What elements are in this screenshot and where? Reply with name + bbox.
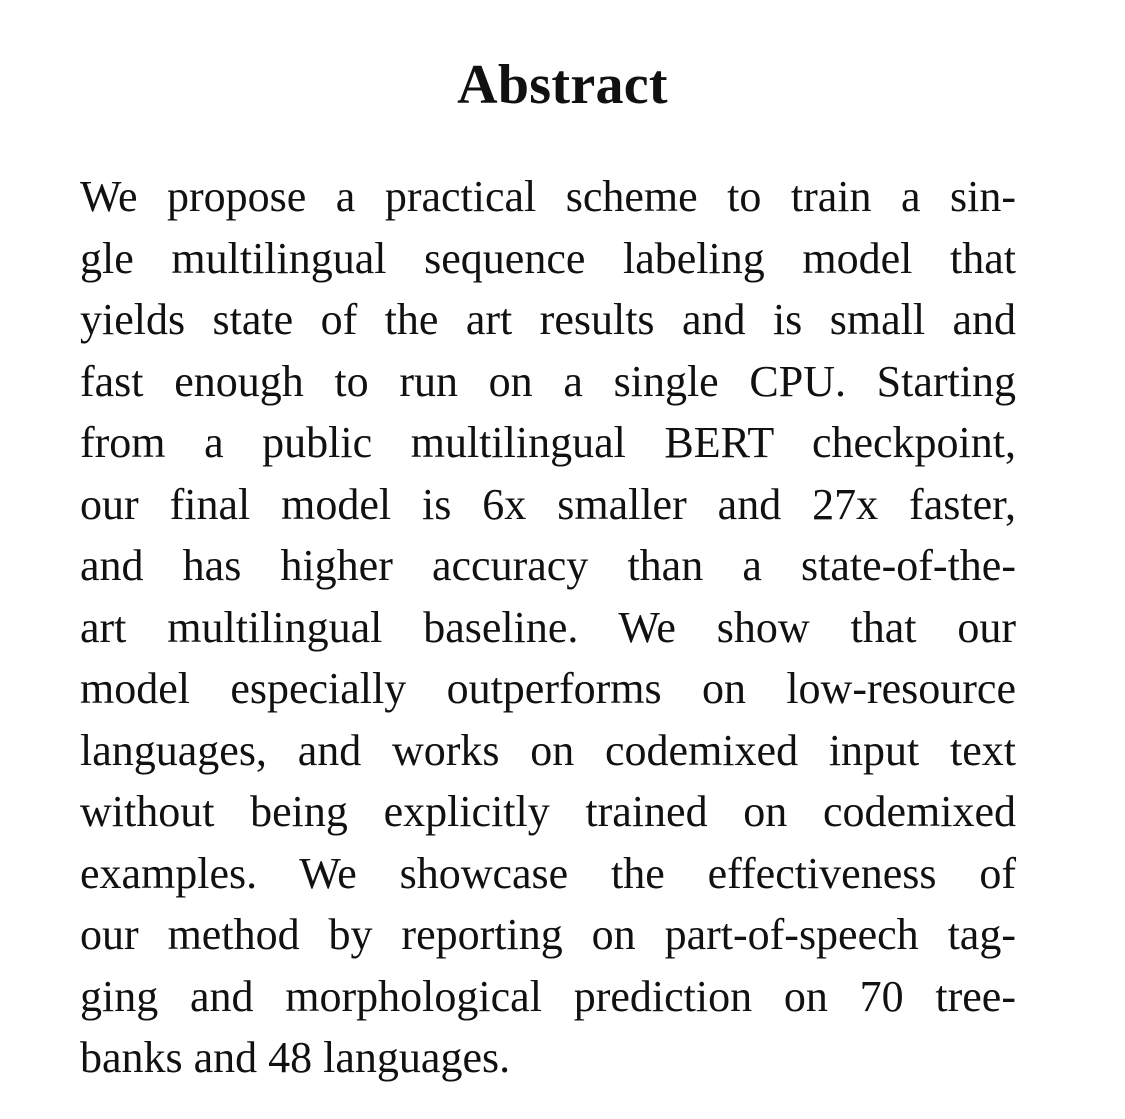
abstract-line: from a public multilingual BERT checkpoint, <box>80 418 1016 467</box>
abstract-body <box>80 166 1016 1089</box>
abstract-heading: Abstract <box>457 54 668 116</box>
abstract-line: languages, and works on codemixed input text <box>80 725 1016 775</box>
abstract-line: examples. We showcase the effectiveness of <box>80 848 1016 898</box>
abstract-line: banks and 48 languages. <box>80 1033 511 1082</box>
abstract-line: art multilingual baseline. We show that our <box>80 602 1016 652</box>
abstract-line: ging and morphological prediction on 70 tree- <box>80 971 1016 1021</box>
abstract-line: our final model is 6x smaller and 27x faster, <box>80 479 1016 529</box>
abstract-line: without being explicitly trained on codemixed <box>80 787 1016 836</box>
abstract-line: fast enough to run on a single CPU. Starting <box>80 356 1016 406</box>
abstract-line: our method by reporting on part-of-speech tag- <box>80 910 1016 959</box>
abstract-line: and has higher accuracy than a state-of-the- <box>80 541 1016 590</box>
abstract-line: yields state of the art results and is small and <box>80 295 1016 344</box>
abstract-line: We propose a practical scheme to train a sin- <box>80 172 1016 221</box>
abstract-line: model especially outperforms on low-resource <box>80 664 1016 713</box>
abstract-line: gle multilingual sequence labeling model that <box>80 233 1016 283</box>
